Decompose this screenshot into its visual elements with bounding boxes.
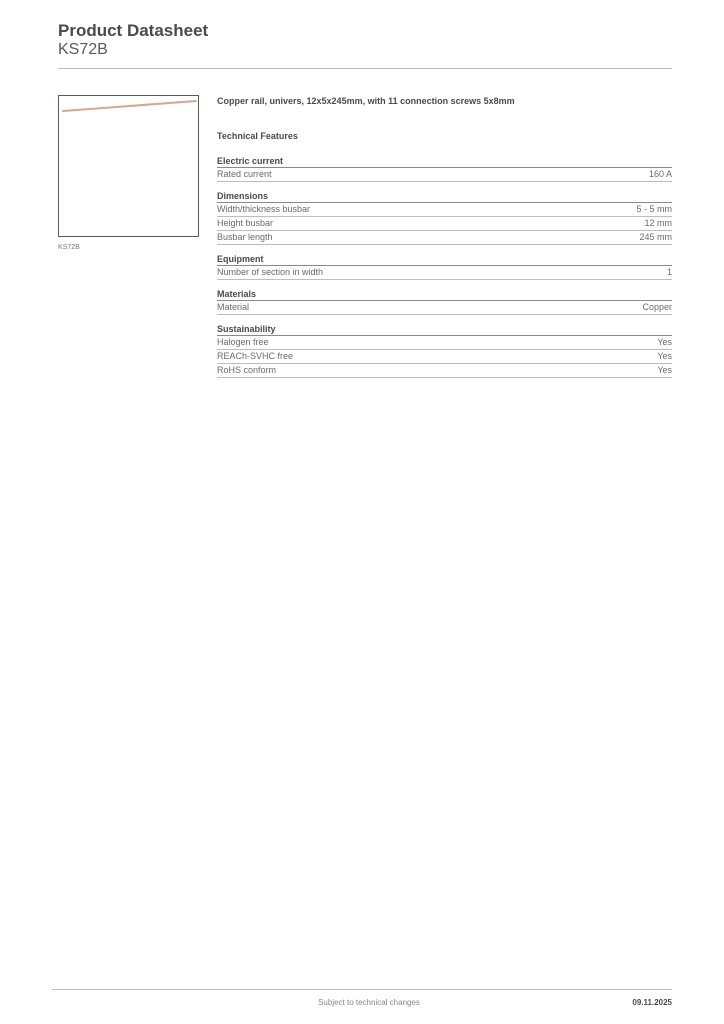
spec-row <box>217 364 672 378</box>
spec-label: Width/thickness busbar <box>217 204 311 214</box>
copper-rail-illustration <box>59 96 200 238</box>
spec-value: 160 A <box>648 169 672 179</box>
footer-date: 09.11.2025 <box>632 998 672 1007</box>
section-sustainability <box>217 323 672 378</box>
section-title: Electric current <box>217 155 672 168</box>
spec-value: 245 mm <box>639 232 672 242</box>
footer-note: Subject to technical changes <box>318 998 420 1007</box>
section-title: Dimensions <box>217 190 672 203</box>
spec-value: Yes <box>657 337 672 347</box>
spec-label: RoHS conform <box>217 365 277 375</box>
spec-label: Rated current <box>217 169 272 179</box>
spec-label: REACh-SVHC free <box>217 351 294 361</box>
section-title: Sustainability <box>217 323 672 336</box>
spec-label: Number of section in width <box>217 267 324 277</box>
spec-row <box>217 168 672 182</box>
spec-label: Height busbar <box>217 218 274 228</box>
section-title: Materials <box>217 288 672 301</box>
spec-row <box>217 231 672 245</box>
spec-row <box>217 203 672 217</box>
spec-value: 5 - 5 mm <box>636 204 672 214</box>
spec-value: 1 <box>666 267 672 277</box>
spec-row <box>217 301 672 315</box>
spec-value: Copper <box>642 302 672 312</box>
page-title: Product Datasheet <box>58 21 209 40</box>
section-materials <box>217 288 672 315</box>
copper-rail-shape <box>63 101 196 111</box>
technical-features-heading: Technical Features <box>217 131 298 141</box>
section-title: Equipment <box>217 253 672 266</box>
spec-label: Material <box>217 302 250 312</box>
product-code: KS72B <box>58 41 108 58</box>
image-caption: KS72B <box>58 244 80 251</box>
spec-row <box>217 350 672 364</box>
spec-row <box>217 336 672 350</box>
spec-row <box>217 217 672 231</box>
spec-label: Busbar length <box>217 232 273 242</box>
product-image <box>58 95 199 237</box>
header-divider <box>58 68 672 69</box>
product-details <box>217 95 672 378</box>
spec-value: Yes <box>657 365 672 375</box>
section-equipment <box>217 253 672 280</box>
spec-row <box>217 266 672 280</box>
spec-value: 12 mm <box>644 218 672 228</box>
section-electric-current <box>217 155 672 182</box>
spec-value: Yes <box>657 351 672 361</box>
footer-divider <box>52 989 672 990</box>
document-header <box>58 20 672 59</box>
product-description: Copper rail, univers, 12x5x245mm, with 11 connection screws 5x8mm <box>217 96 515 106</box>
section-dimensions <box>217 190 672 245</box>
spec-label: Halogen free <box>217 337 269 347</box>
